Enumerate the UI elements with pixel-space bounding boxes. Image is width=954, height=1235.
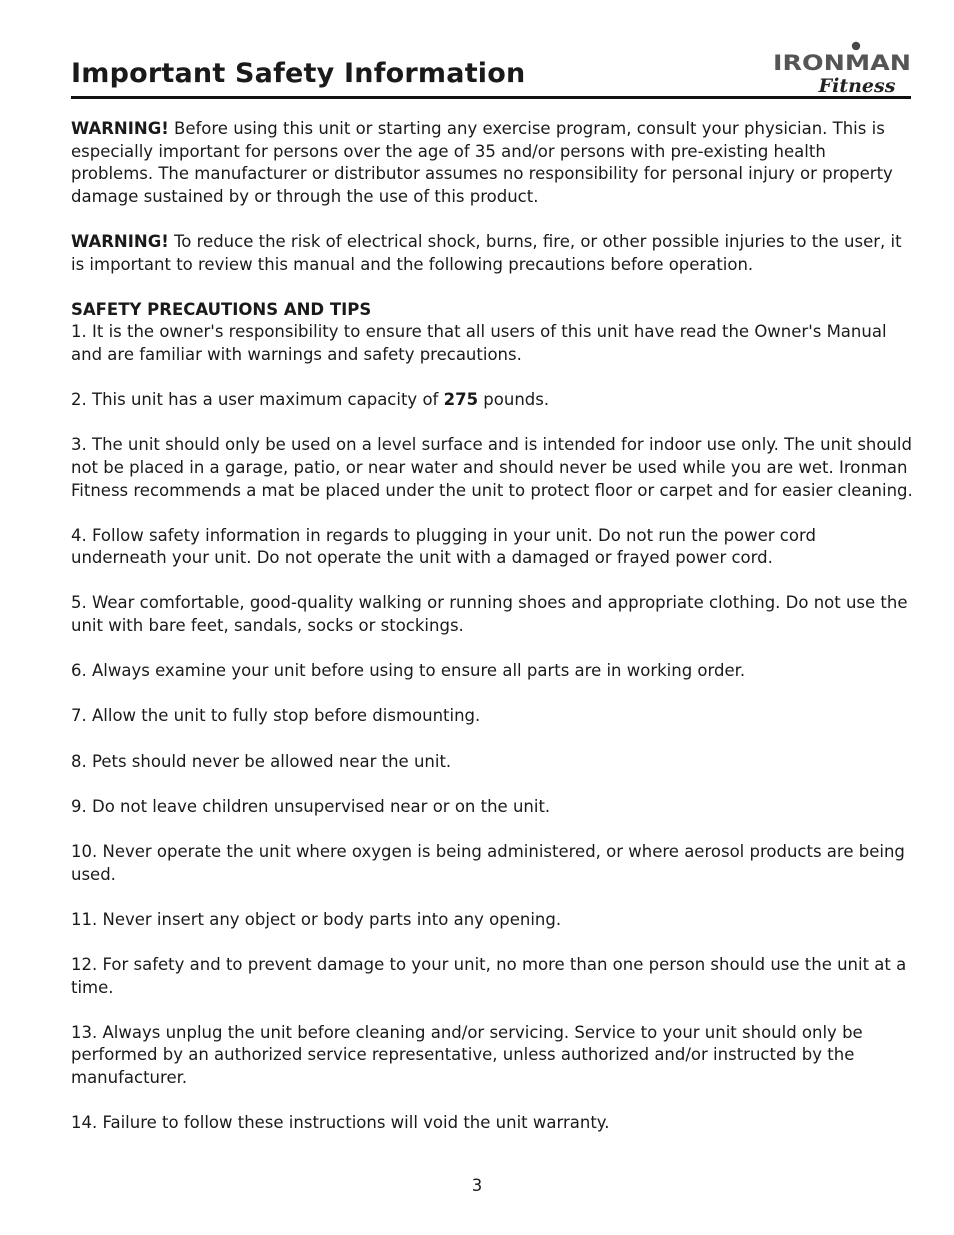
page-header: [71, 0, 913, 100]
list-item: 10. Never operate the unit where oxygen is being administered, or where aerosol products are being used.: [71, 842, 905, 884]
ironman-fitness-logo-icon: [771, 40, 913, 96]
capacity-value: 275: [443, 390, 479, 410]
list-item: 6. Always examine your unit before using to ensure all parts are in working order.: [71, 661, 746, 681]
document-page: [71, 0, 913, 1133]
page-title: Important Safety Information: [71, 58, 526, 89]
capacity-text-before: 2. This unit has a user maximum capacity of: [71, 390, 444, 410]
svg-text:Fitness: Fitness: [818, 75, 896, 96]
list-item: 13. Always unplug the unit before cleaning and/or servicing. Service to your unit should only be performed by an authorized service representative, unless authorized and/or instructed by the manufacturer.: [71, 1022, 863, 1087]
list-item: 14. Failure to follow these instructions will void the unit warranty.: [71, 1113, 610, 1133]
list-item: [71, 389, 913, 412]
warning-text: Before using this unit or starting any exercise program, consult your physician. This is especially important for persons over the age of 35 and/or persons with pre-existing health problems. The manufacturer or distributor assumes no responsibility for personal injury or property damage sustained by or through the use of this product.: [71, 119, 893, 206]
capacity-text-after: pounds.: [478, 390, 550, 410]
section-heading: SAFETY PRECAUTIONS AND TIPS: [71, 299, 372, 319]
list-item: 5. Wear comfortable, good-quality walking or running shoes and appropriate clothing. Do not use the unit with bare feet, sandals, socks or stockings.: [71, 593, 908, 636]
warning-label: WARNING!: [71, 231, 169, 251]
list-item: 11. Never insert any object or body parts into any opening.: [71, 909, 562, 929]
page-content: [71, 118, 913, 1157]
warning-paragraph: [71, 118, 913, 208]
list-item: 9. Do not leave children unsupervised near or on the unit.: [71, 796, 551, 816]
list-item: 12. For safety and to prevent damage to your unit, no more than one person should use the unit at a time.: [71, 954, 907, 997]
list-item: 7. Allow the unit to fully stop before dismounting.: [71, 706, 481, 726]
list-item: 4. Follow safety information in regards to plugging in your unit. Do not run the power cord underneath your unit. Do not operate the unit with a damaged or frayed power cord.: [71, 525, 816, 568]
warning-paragraph: [71, 231, 913, 276]
list-item: 3. The unit should only be used on a level surface and is intended for indoor use only. The unit should not be placed in a garage, patio, or near water and should never be used while you are wet. Ironman Fitness recommends a mat be placed under the unit to protect floor or carpet and for easier cleaning.: [71, 435, 913, 500]
warning-text: To reduce the risk of electrical shock, burns, fire, or other possible injuries to the user, it is important to review this manual and the following precautions before operation.: [71, 231, 902, 274]
list-item: 8. Pets should never be allowed near the unit.: [71, 751, 452, 771]
svg-text:IRONMAN: IRONMAN: [773, 51, 911, 75]
list-item: 1. It is the owner's responsibility to ensure that all users of this unit have read the Owner's Manual and are familiar with warnings and safety precautions.: [71, 322, 887, 364]
warning-label: WARNING!: [71, 119, 169, 138]
header-divider: [71, 96, 911, 99]
page-number: 3: [471, 1176, 483, 1195]
